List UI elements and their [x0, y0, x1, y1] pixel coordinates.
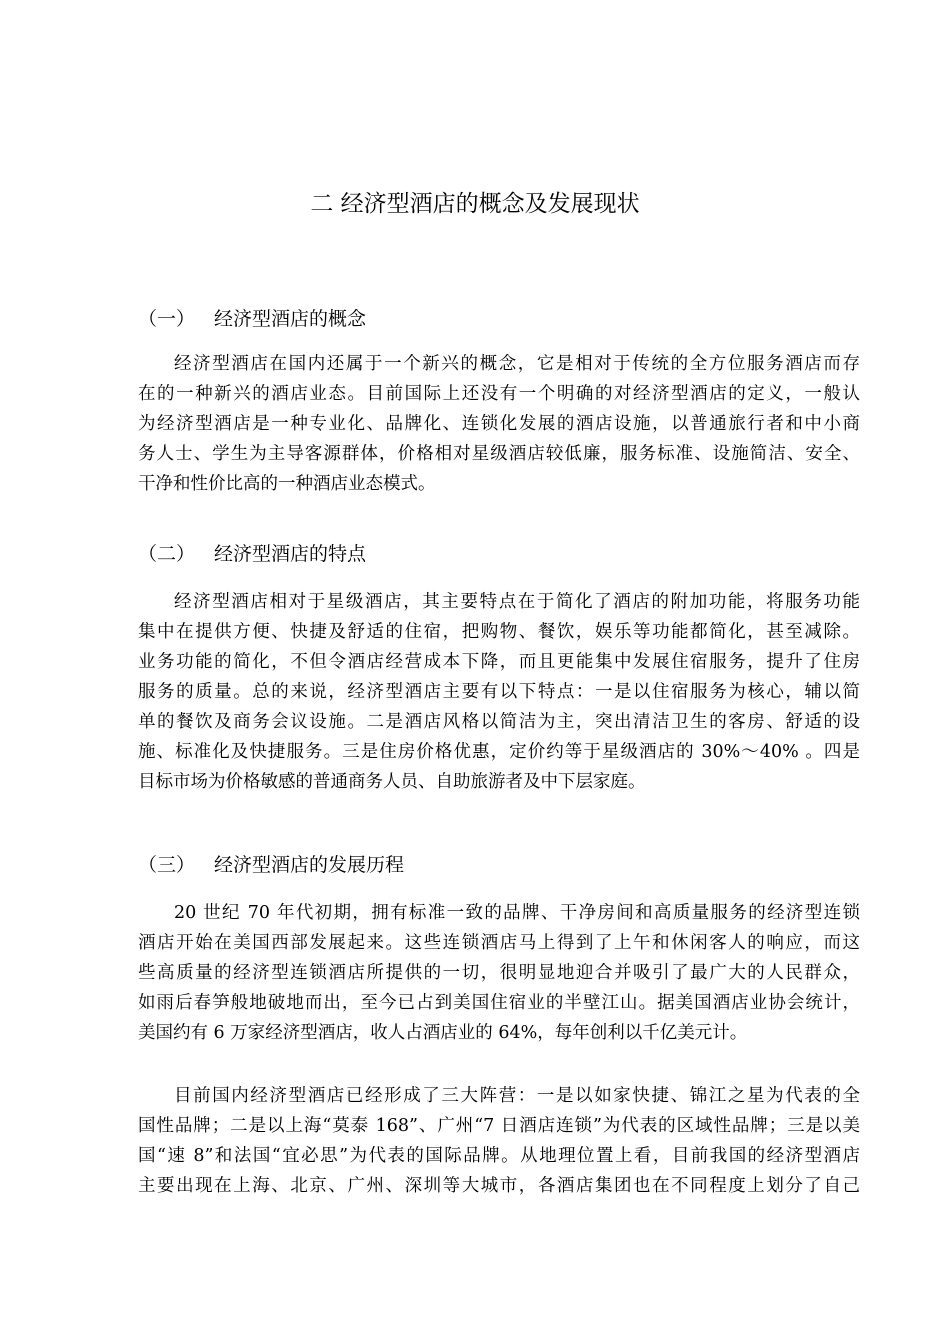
section-heading-text: 经济型酒店的发展历程: [214, 854, 405, 876]
section-number: （三）: [138, 854, 196, 876]
section-heading-3: [138, 850, 858, 880]
text-line: 集中在提供方便、快捷及舒适的住宿，把购物、餐饮，娱乐等功能都简化，甚至减除。: [138, 622, 860, 642]
text-line: 为经济型酒店是一种专业化、品牌化、连锁化发展的酒店设施，以普通旅行者和中小商: [138, 414, 860, 434]
text-line: 20 世纪 70 年代初期，拥有标准一致的品牌、干净房间和高质量服务的经济型连锁: [174, 903, 860, 923]
text-line: 单的餐饮及商务会议设施。二是酒店风格以简洁为主，突出清洁卫生的客房、舒适的设: [138, 712, 860, 732]
text-line: 务人士、学生为主导客源群体，价格相对星级酒店较低廉，服务标准、设施简洁、安全、: [138, 444, 860, 464]
text-line: 经济型酒店在国内还属于一个新兴的概念，它是相对于传统的全方位服务酒店而存: [174, 354, 860, 374]
paragraph-3: [138, 898, 860, 1048]
section-heading-text: 经济型酒店的概念: [214, 308, 367, 330]
text-line: 如雨后春笋般地破地而出，至今已占到美国住宿业的半壁江山。据美国酒店业协会统计，: [138, 993, 860, 1013]
text-line: 主要出现在上海、北京、广州、深圳等大城市，各酒店集团也在不同程度上划分了自己: [138, 1176, 860, 1196]
text-line: 国“速 8”和法国“宜必思”为代表的国际品牌。从地理位置上看，目前我国的经济型酒店: [138, 1146, 860, 1166]
text-line: 在的一种新兴的酒店业态。目前国际上还没有一个明确的对经济型酒店的定义，一般认: [138, 384, 860, 404]
text-line: 酒店开始在美国西部发展起来。这些连锁酒店马上得到了上午和休闲客人的响应，而这: [138, 933, 860, 953]
text-line: 目标市场为价格敏感的普通商务人员、自助旅游者及中下层家庭。: [138, 772, 646, 792]
paragraph-2: [138, 587, 860, 797]
text-line: 经济型酒店相对于星级酒店，其主要特点在于简化了酒店的附加功能，将服务功能: [174, 592, 860, 612]
chapter-title: 二 经济型酒店的概念及发展现状: [310, 191, 640, 217]
text-line: 业务功能的简化，不但令酒店经营成本下降，而且更能集中发展住宿服务，提升了住房: [138, 652, 860, 672]
text-line: 美国约有 6 万家经济型酒店，收人占酒店业的 64%，每年创利以千亿美元计。: [138, 1023, 748, 1043]
section-number: （一）: [138, 308, 196, 330]
text-line: 施、标准化及快捷服务。三是住房价格优惠，定价约等于星级酒店的 30%～40% 。四是: [138, 742, 860, 762]
text-line: 目前国内经济型酒店已经形成了三大阵营：一是以如家快捷、锦江之星为代表的全: [174, 1086, 860, 1106]
text-line: 干净和性价比高的一种酒店业态模式。: [138, 474, 436, 494]
text-line: 国性品牌；二是以上海“莫泰 168”、广州“7 日酒店连锁”为代表的区域性品牌；三是以美: [138, 1116, 860, 1136]
section-heading-text: 经济型酒店的特点: [214, 543, 367, 565]
section-number: （二）: [138, 543, 196, 565]
text-line: 服务的质量。总的来说，经济型酒店主要有以下特点：一是以住宿服务为核心，辅以简: [138, 682, 860, 702]
paragraph-4: [138, 1081, 860, 1201]
section-heading-1: [138, 304, 858, 334]
section-heading-2: [138, 539, 858, 569]
text-line: 些高质量的经济型连锁酒店所提供的一切，很明显地迎合并吸引了最广大的人民群众，: [138, 963, 860, 983]
paragraph-1: [138, 349, 860, 499]
